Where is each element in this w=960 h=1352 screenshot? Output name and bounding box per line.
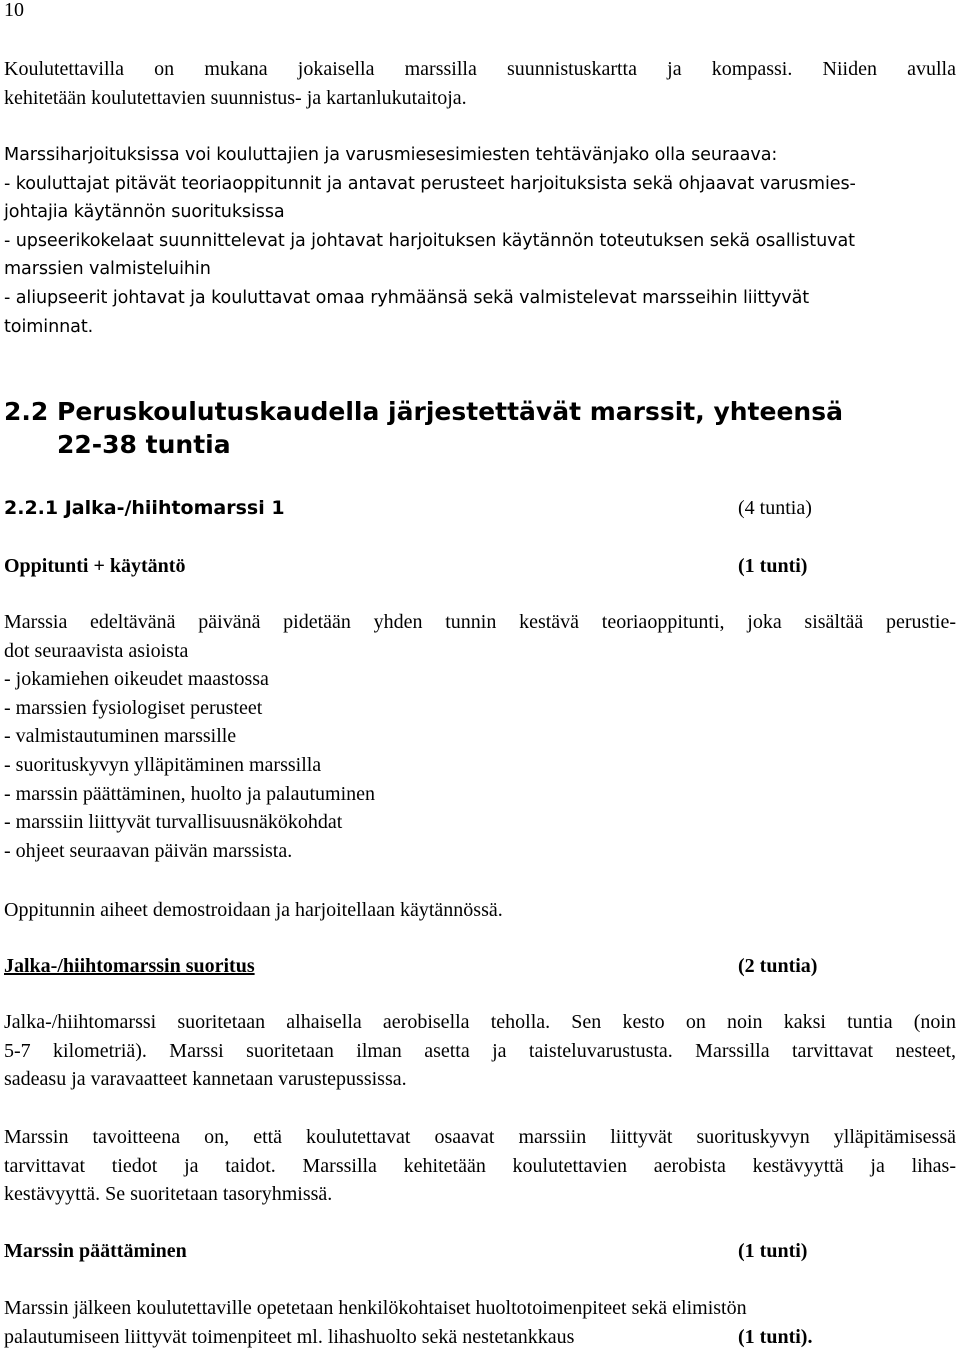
task-item: toiminnat. bbox=[4, 316, 94, 337]
task-item: johtajia käytännön suorituksissa bbox=[4, 202, 285, 223]
execution-line: tarvittavat tiedot ja taidot. Marssilla kehitetään koulutettavien aerobista kestävyyttä ja lihas- bbox=[4, 1154, 956, 1177]
lesson-duration: (1 tunti) bbox=[738, 555, 808, 577]
list-item: - marssien fysiologiset perusteet bbox=[4, 696, 263, 719]
lesson-title: Oppitunti + käytäntö bbox=[4, 555, 186, 577]
subsection-duration: (4 tuntia) bbox=[738, 497, 812, 519]
execution-paragraph-2 bbox=[4, 1123, 956, 1209]
execution-title: Jalka-/hiihtomarssin suoritus bbox=[4, 955, 255, 977]
intro-line: kehitetään koulutettavien suunnistus- ja kartanlukutaitoja. bbox=[4, 86, 467, 109]
ending-line bbox=[4, 1323, 956, 1352]
execution-line: sadeasu ja varavaatteet kannetaan varustepussissa. bbox=[4, 1068, 407, 1091]
ending-paragraph bbox=[4, 1294, 956, 1351]
section-heading bbox=[4, 395, 843, 461]
section-heading-line: 22-38 tuntia bbox=[57, 430, 231, 459]
execution-line: Marssin tavoitteena on, että koulutettavat osaavat marssiin liittyvät suorituskyvyn ylläpitämisessä bbox=[4, 1126, 956, 1148]
intro-line: Koulutettavilla on mukana jokaisella marssilla suunnistuskartta ja kompassi. Niiden avulla bbox=[4, 58, 956, 80]
list-item: - marssin päättäminen, huolto ja palautuminen bbox=[4, 782, 376, 805]
ending-title: Marssin päättäminen bbox=[4, 1240, 187, 1262]
execution-line: 5-7 kilometriä). Marssi suoritetaan ilman asetta ja taisteluvarustusta. Marssilla tarvittavat nesteet, bbox=[4, 1039, 956, 1062]
lesson-closing-line: Oppitunnin aiheet demostroidaan ja harjoitellaan käytännössä. bbox=[4, 899, 503, 921]
list-item: - ohjeet seuraavan päivän marssista. bbox=[4, 839, 293, 862]
lesson-desc-line: dot seuraavista asioista bbox=[4, 639, 189, 662]
subsection-title: 2.2.1 Jalka-/hiihtomarssi 1 bbox=[4, 497, 285, 519]
task-item: - kouluttajat pitävät teoriaoppitunnit ja antavat perusteet harjoituksista sekä ohjaavat varusmies- bbox=[4, 173, 856, 194]
ending-line-text: palautumiseen liittyvät toimenpiteet ml. lihashuolto sekä nestetankkaus bbox=[4, 1325, 575, 1348]
ending-duration: (1 tunti) bbox=[738, 1240, 808, 1262]
list-item: - marssiin liittyvät turvallisuusnäkökohdat bbox=[4, 811, 343, 834]
ending-inline-duration: (1 tunti). bbox=[738, 1325, 813, 1348]
execution-line: kestävyyttä. Se suoritetaan tasoryhmissä. bbox=[4, 1183, 333, 1206]
task-item: - aliupseerit johtavat ja kouluttavat omaa ryhmäänsä sekä valmistelevat marsseihin liittyvät bbox=[4, 287, 810, 308]
execution-duration: (2 tuntia) bbox=[738, 955, 818, 977]
intro-paragraph bbox=[4, 55, 956, 112]
lesson-closing bbox=[4, 896, 956, 925]
execution-line: Jalka-/hiihtomarssi suoritetaan alhaisella aerobisella teholla. Sen kesto on noin kaksi tuntia (noin bbox=[4, 1011, 956, 1033]
lesson-description bbox=[4, 608, 956, 865]
task-lead: Marssiharjoituksissa voi kouluttajien ja varusmiesesimiesten tehtävänjako olla seuraava: bbox=[4, 145, 778, 165]
execution-paragraph-1 bbox=[4, 1008, 956, 1094]
list-item: - suorituskyvyn ylläpitäminen marssilla bbox=[4, 753, 322, 776]
task-item: marssien valmisteluihin bbox=[4, 259, 211, 280]
page-number: 10 bbox=[4, 0, 24, 21]
list-item: - valmistautuminen marssille bbox=[4, 725, 237, 748]
task-division-paragraph bbox=[4, 141, 956, 341]
section-heading-line: 2.2 Peruskoulutuskaudella järjestettävät marssit, yhteensä bbox=[4, 397, 843, 426]
list-item: - jokamiehen oikeudet maastossa bbox=[4, 668, 269, 691]
task-item: - upseerikokelaat suunnittelevat ja johtavat harjoituksen käytännön toteutuksen sekä osallistuvat bbox=[4, 230, 855, 251]
ending-line: Marssin jälkeen koulutettaville opetetaan henkilökohtaiset huoltotoimenpiteet sekä elimistön bbox=[4, 1297, 747, 1319]
lesson-desc-line: Marssia edeltävänä päivänä pidetään yhden tunnin kestävä teoriaoppitunti, joka sisältää perustie- bbox=[4, 611, 956, 633]
